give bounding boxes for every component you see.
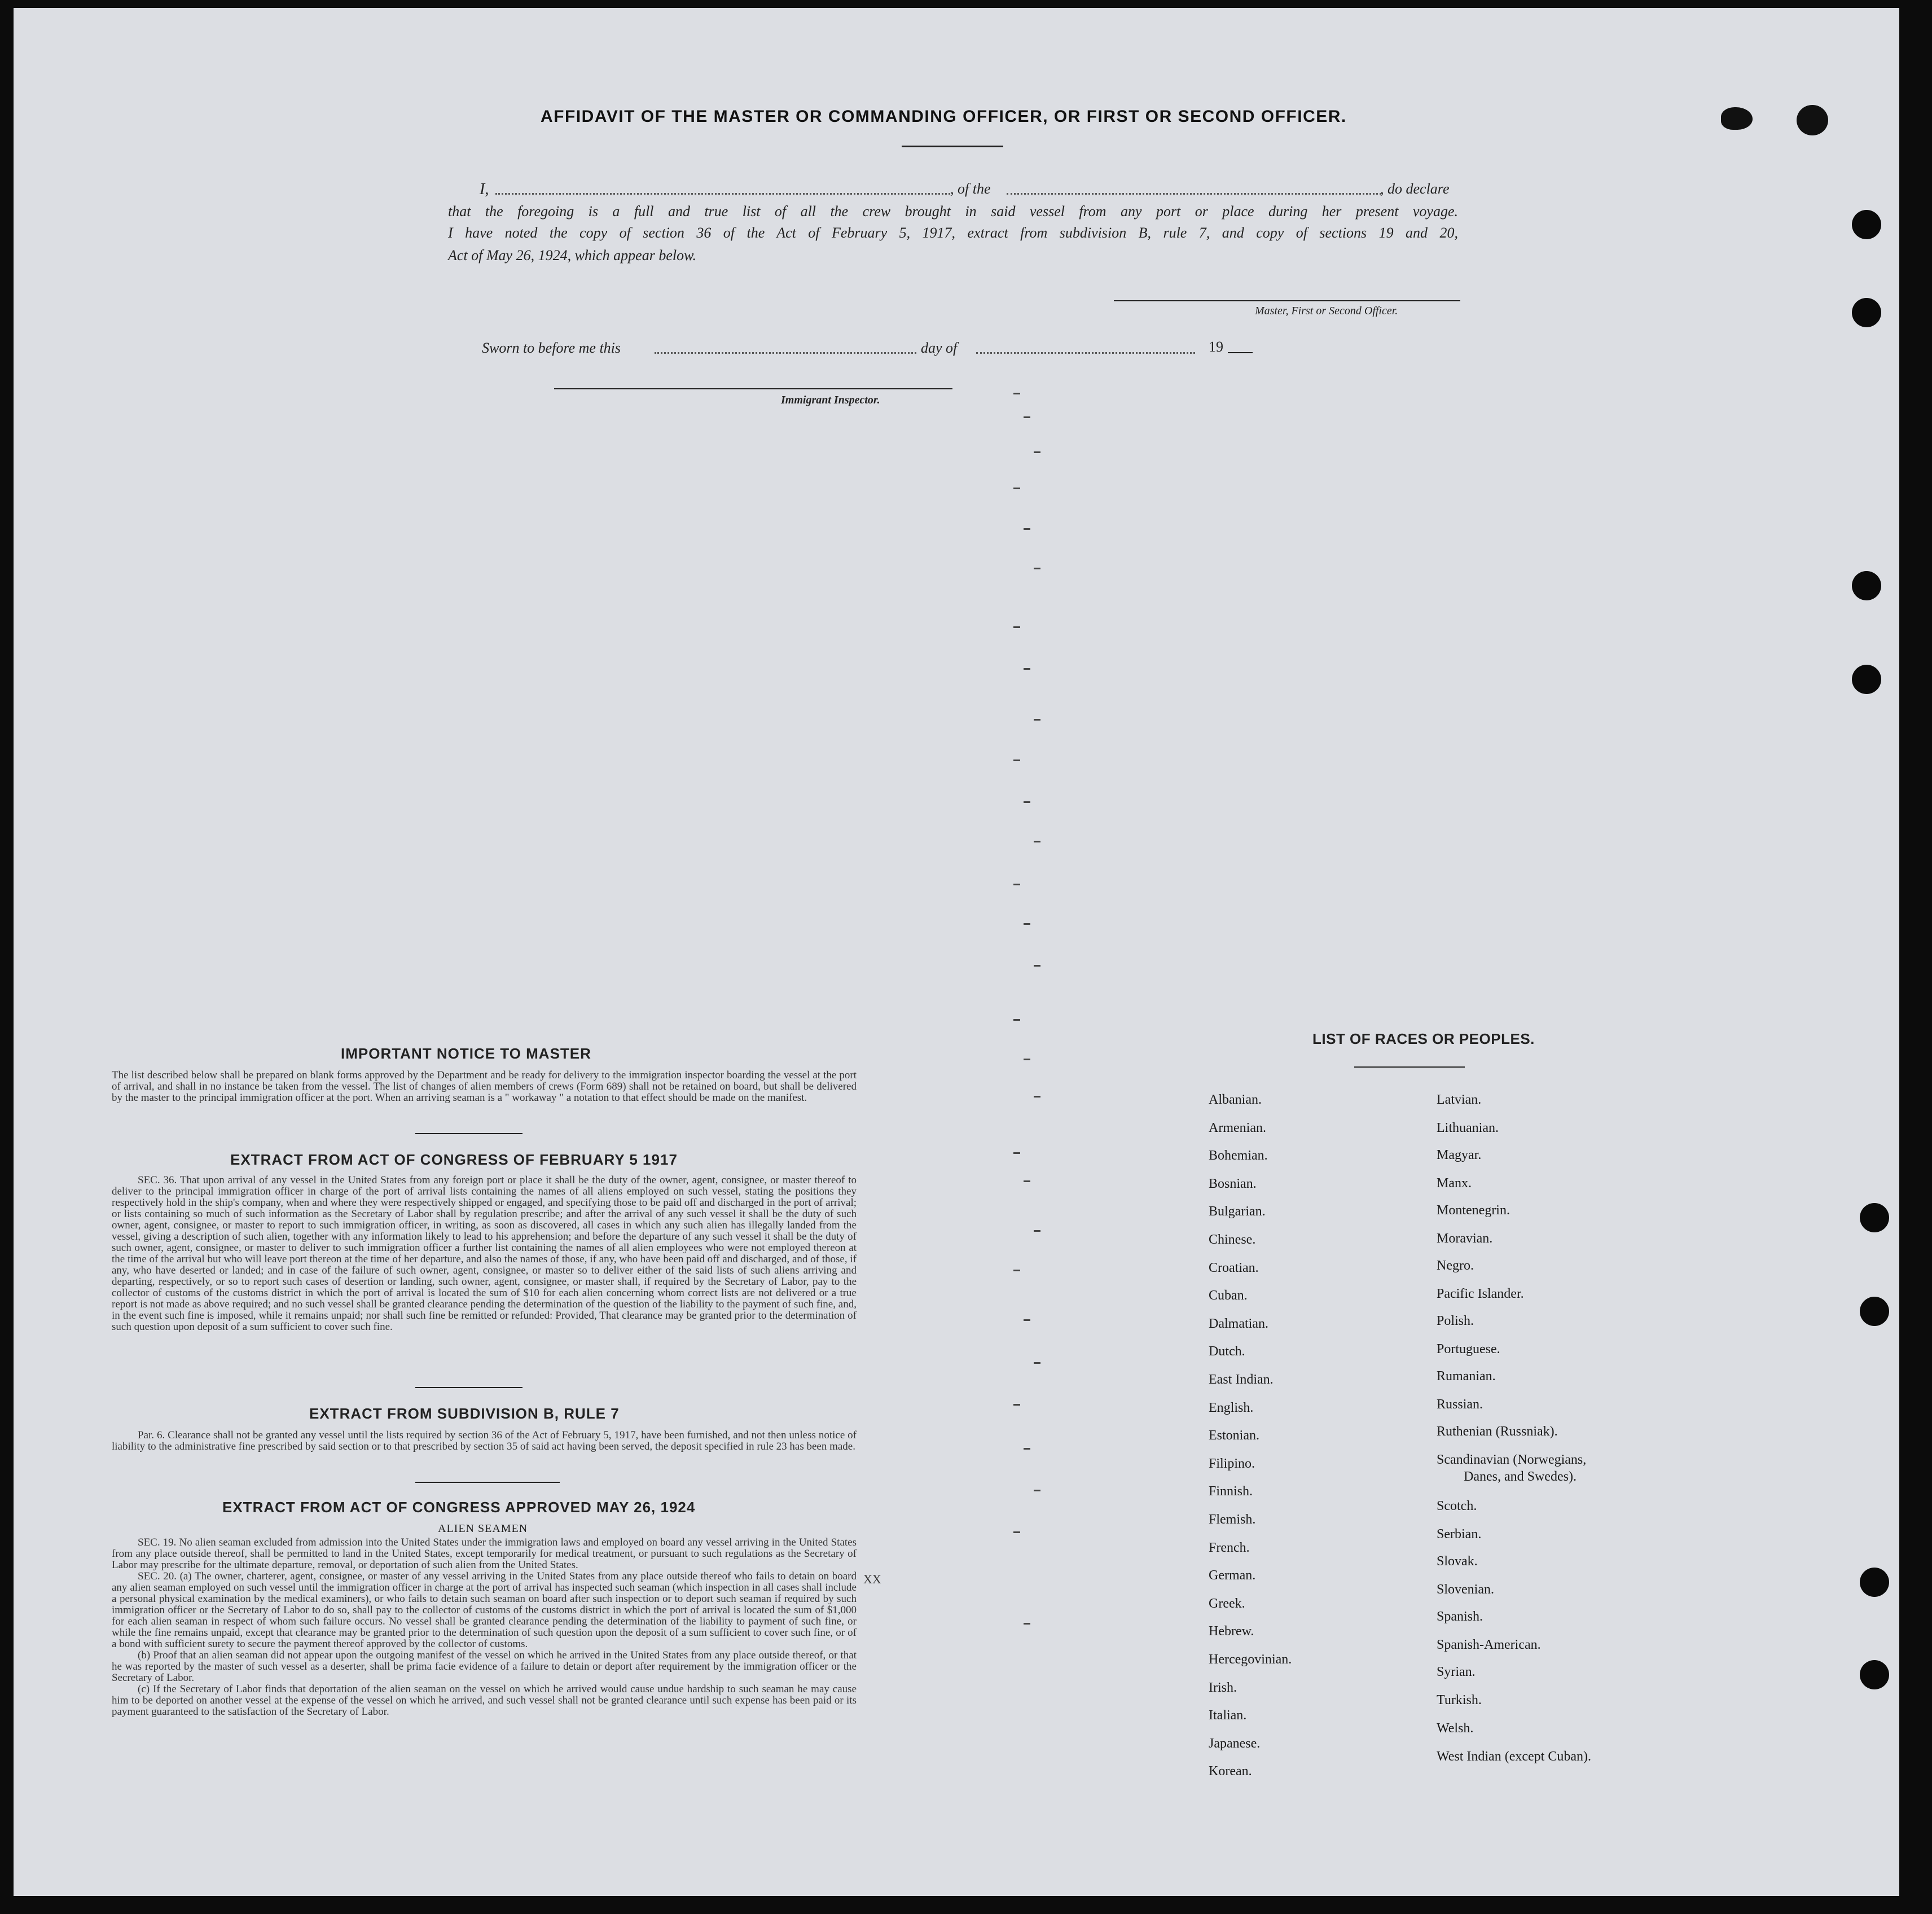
- divider-1: [415, 1133, 522, 1134]
- stray-dash: [1034, 841, 1040, 842]
- race-left-item: Armenian.: [1209, 1120, 1266, 1135]
- sec-36-body: That upon arrival of any vessel in the United States from any foreign port or place it shall be the duty of the owner, agent, consignee, or master thereof to deliver to the principal immigration officer in charge of the port of arrival lists containing the names of all aliens employed on such vessel, stating the positions they respectively hold in the ship's company, when and where they were respectively shipped or engaged, and specifying those to be paid off and discharged in the port of arrival; or lists containing so much of such information as the Secretary of Labor shall by regulation prescribe; and after the arrival of any such vessel it shall be the duty of such owner, agent, consignee, or master to report to such immigration officer, in writing, as soon as discovered, all cases in which any such alien has illegally landed from the vessel, giving a description of such alien, together with any information likely to lead to his apprehension; and before the departure of any such vessel it shall be the duty of such owner, agent, consignee, or master to deliver to such immigration officer a further list containing the names of all alien employees who were not employed thereon at the time of the arrival but who will leave port thereon at the time of her departure, and also the names of those, if any, who have been paid off and discharged, and of those, if any, who have deserted or landed; and in case of the failure of such owner, agent, consignee, or master so to deliver either of the said lists of such aliens arriving and departing, respectively, or so to report such cases of desertion or landing, such owner, agent, consignee, or master shall, if required by the Secretary of Labor, pay to the collector of customs of the customs district in which the port of arrival is located the sum of $10 for each alien concerning whom correct lists are not delivered or a true report is not made as above required; and no such vessel shall be granted clearance pending the determination of the question of the liability to the payment of such fine, and, in the event such fine is imposed, while it remains unpaid; nor shall such fine be remitted or refunded: Provided, That clearance may be granted prior to the determination of such question upon deposit of a sum sufficient to cover such fine.: [112, 1174, 857, 1333]
- race-left-item: Italian.: [1209, 1708, 1247, 1723]
- stray-dash: [1024, 668, 1030, 670]
- sec-20a-body: (a) The owner, charterer, agent, consignee, or master of any vessel arriving in the United States from any place outside thereof who fails to detain on board any alien seaman employed on such vessel until the immigration officer in charge at the port of arrival has inspected such seaman (which inspection in all cases shall include a personal physical examination by the medical examiners), or who fails to detain such seaman on board after such inspection or to deport such seaman if required by such immigration officer or the Secretary of Labor to do so, shall pay to the collector of customs of the customs district in which the port of arrival is located the sum of $1,000 for each alien seaman in respect of whom such failure occurs. No vessel shall be granted clearance pending the determination of the liability to payment of such fine, or while the fine remains unpaid, except that clearance may be granted prior to the determination of such question upon the deposit of a sum sufficient to cover such fine, or of a bond with sufficient surety to secure the payment thereof approved by the collector of customs.: [112, 1570, 857, 1650]
- race-left-item: Cuban.: [1209, 1288, 1248, 1303]
- race-left-item: Albanian.: [1209, 1092, 1262, 1107]
- year-field[interactable]: [1228, 352, 1253, 353]
- race-left-item: Hercegovinian.: [1209, 1652, 1292, 1667]
- rule-7-text: [112, 1430, 857, 1452]
- race-left-item: Hebrew.: [1209, 1624, 1254, 1639]
- race-left-item: Bosnian.: [1209, 1176, 1257, 1191]
- notice-text: The list described below shall be prepared on blank forms approved by the Department and be ready for delivery to the immigration inspector boarding the vessel at the port of arrival, and shall in no instance be taken from the vessel. The list of changes of alien members of crews (Form 689) shall not be retained on board, but shall be delivered by the master to the principal immigration officer at the port. When an arriving seaman is a " workaway " a notation to that effect should be made on the manifest.: [112, 1069, 857, 1104]
- race-right-item: Syrian.: [1437, 1665, 1476, 1679]
- stray-dash: [1024, 801, 1030, 803]
- race-right-item: West Indian (except Cuban).: [1437, 1749, 1591, 1764]
- binder-hole-6: [1860, 1297, 1889, 1326]
- stray-dash: [1034, 965, 1040, 967]
- race-right-item: Serbian.: [1437, 1527, 1482, 1542]
- year-label: 19: [1209, 339, 1223, 355]
- race-left-item: Bohemian.: [1209, 1148, 1268, 1164]
- stray-dash: [1013, 393, 1020, 394]
- stray-dash: [1034, 568, 1040, 569]
- race-right-item: Turkish.: [1437, 1693, 1482, 1707]
- master-signature-line[interactable]: [1114, 300, 1460, 301]
- race-right-item: Russian.: [1437, 1397, 1483, 1412]
- stray-dash: [1024, 1319, 1030, 1321]
- race-left-item: Estonian.: [1209, 1428, 1259, 1443]
- sec-36-label: SEC. 36.: [138, 1174, 177, 1186]
- binder-hole-5: [1860, 1203, 1889, 1232]
- rule-7-title: EXTRACT FROM SUBDIVISION B, RULE 7: [309, 1405, 620, 1422]
- race-left-item: Croatian.: [1209, 1260, 1259, 1275]
- binder-hole-7: [1860, 1568, 1889, 1597]
- affidavit-of-the: , of the: [950, 181, 991, 197]
- sec-20-label: SEC. 20.: [138, 1570, 177, 1582]
- race-right-item: Slovak.: [1437, 1554, 1478, 1569]
- inspector-caption: Immigrant Inspector.: [781, 394, 880, 406]
- extract-1924-title: EXTRACT FROM ACT OF CONGRESS APPROVED MAY 26, 1924: [222, 1499, 696, 1516]
- inspector-signature-line[interactable]: [554, 388, 952, 389]
- race-left-item: Dutch.: [1209, 1344, 1245, 1359]
- race-right-item: Lithuanian.: [1437, 1121, 1499, 1135]
- affidavit-i-label: I,: [480, 181, 489, 198]
- stray-dash: [1013, 884, 1020, 885]
- affidavit-line-2: that the foregoing is a full and true list of all the crew brought in said vessel from any port or place during her present voyage.: [448, 203, 1458, 220]
- binder-hole-2: [1852, 298, 1881, 327]
- affidavit-line-4: Act of May 26, 1924, which appear below.: [448, 247, 697, 264]
- stray-dash: [1034, 1362, 1040, 1364]
- stray-dash: [1013, 1152, 1020, 1154]
- divider-2: [415, 1387, 522, 1388]
- stray-dash: [1013, 626, 1020, 628]
- stray-dash: [1034, 719, 1040, 721]
- vessel-field[interactable]: [1007, 193, 1381, 195]
- race-left-item: Flemish.: [1209, 1512, 1256, 1527]
- stray-dash: [1024, 528, 1030, 530]
- race-right-item: Spanish.: [1437, 1609, 1483, 1624]
- binder-hole-4: [1852, 665, 1881, 694]
- race-right-item: Spanish-American.: [1437, 1638, 1541, 1652]
- sec-20a-paragraph: [112, 1571, 857, 1650]
- race-right-item: Polish.: [1437, 1314, 1474, 1328]
- race-right-item: Pacific Islander.: [1437, 1287, 1524, 1301]
- sec-19-paragraph: [112, 1537, 857, 1571]
- race-left-item: Dalmatian.: [1209, 1316, 1268, 1331]
- race-right-item: Welsh.: [1437, 1721, 1474, 1736]
- race-left-item: Greek.: [1209, 1596, 1245, 1611]
- stray-dash: [1024, 1448, 1030, 1450]
- race-left-item: French.: [1209, 1540, 1250, 1555]
- divider-3: [415, 1482, 560, 1483]
- stray-dash: [1024, 1623, 1030, 1625]
- day-of-label: day of: [921, 340, 958, 356]
- stray-dash: [1024, 1059, 1030, 1060]
- sec-19-body: No alien seaman excluded from admission into the United States under the immigration laws and employed on board any vessel arriving in the United States from any place outside thereof, shall be permitted to land in the United States, except temporarily for medical treatment, or pursuant to such regulations as the Secretary of Labor may prescribe for the ultimate departure, removal, or deportation of such alien from the United States.: [112, 1537, 857, 1571]
- affidavit-title: AFFIDAVIT OF THE MASTER OR COMMANDING OFFICER, OR FIRST OR SECOND OFFICER.: [541, 107, 1347, 126]
- race-left-item: Filipino.: [1209, 1456, 1255, 1471]
- race-right-item: Negro.: [1437, 1258, 1474, 1273]
- ink-blot-left: [1721, 107, 1753, 130]
- extract-1924-text: [112, 1537, 857, 1718]
- sworn-day-field[interactable]: [655, 352, 916, 354]
- race-left-item: English.: [1209, 1400, 1254, 1415]
- extract-1917-title: EXTRACT FROM ACT OF CONGRESS OF FEBRUARY 5 1917: [230, 1151, 678, 1168]
- race-right-item: Montenegrin.: [1437, 1203, 1510, 1218]
- stray-dash: [1034, 1490, 1040, 1491]
- stray-dash: [1034, 451, 1040, 453]
- race-right-item: Danes, and Swedes).: [1464, 1469, 1577, 1484]
- master-signature-caption: Master, First or Second Officer.: [1255, 305, 1398, 317]
- stray-dash: [1034, 1096, 1040, 1098]
- race-left-item: Bulgarian.: [1209, 1204, 1266, 1219]
- race-left-item: German.: [1209, 1568, 1256, 1583]
- stray-dash: [1013, 1270, 1020, 1271]
- stray-dash: [1013, 1404, 1020, 1406]
- stray-dash: [1013, 1019, 1020, 1021]
- stray-dash: [1024, 923, 1030, 925]
- race-right-item: Scandinavian (Norwegians,: [1437, 1452, 1587, 1467]
- race-left-item: Korean.: [1209, 1764, 1252, 1779]
- stray-dash: [1024, 1180, 1030, 1182]
- stray-dash: [1013, 488, 1020, 489]
- stray-dash: [1024, 416, 1030, 418]
- race-left-item: Chinese.: [1209, 1232, 1256, 1247]
- race-right-item: Rumanian.: [1437, 1369, 1496, 1384]
- sec-20c-paragraph: (c) If the Secretary of Labor finds that deportation of the alien seaman on the vessel on which he arrived would cause undue hardship to such seaman he may cause him to be deported on another vessel at the expense of the vessel on which he arrived, and such vessel shall not be granted clearance until such expense has been paid or its payment guaranteed to the satisfaction of the Secretary of Labor.: [112, 1683, 857, 1718]
- race-right-item: Ruthenian (Russniak).: [1437, 1424, 1558, 1439]
- ink-blot-right: [1797, 105, 1828, 135]
- stray-dash: [1013, 1531, 1020, 1533]
- title-underline: [902, 146, 1003, 147]
- race-left-item: Irish.: [1209, 1680, 1237, 1695]
- alien-seamen-subtitle: ALIEN SEAMEN: [438, 1522, 528, 1535]
- stray-xx-mark: XX: [863, 1572, 881, 1586]
- sec-20b-paragraph: (b) Proof that an alien seaman did not appear upon the outgoing manifest of the vessel on which he arrived in the United States from any place outside thereof, or that he was reported by the master of such vessel as a deserter, shall be prima facie evidence of a failure to detain or deport after requirement by the immigration officer or the Secretary of Labor.: [112, 1649, 857, 1684]
- par-6-label: Par. 6.: [138, 1429, 165, 1441]
- sworn-label: Sworn to before me this: [482, 340, 621, 356]
- race-right-item: Portuguese.: [1437, 1342, 1500, 1357]
- race-right-item: Magyar.: [1437, 1148, 1482, 1162]
- races-title: LIST OF RACES OR PEOPLES.: [1312, 1030, 1535, 1047]
- sec-19-label: SEC. 19.: [138, 1537, 177, 1548]
- race-right-item: Moravian.: [1437, 1231, 1493, 1246]
- race-right-item: Scotch.: [1437, 1499, 1477, 1513]
- race-left-item: Finnish.: [1209, 1484, 1253, 1499]
- binder-hole-3: [1852, 571, 1881, 600]
- stray-dash: [1013, 760, 1020, 761]
- race-left-item: Japanese.: [1209, 1736, 1261, 1751]
- binder-hole-8: [1860, 1660, 1889, 1689]
- stray-dash: [1034, 1230, 1040, 1232]
- extract-1917-text: [112, 1175, 857, 1333]
- race-right-item: Manx.: [1437, 1176, 1472, 1191]
- races-underline: [1354, 1066, 1465, 1068]
- notice-title: IMPORTANT NOTICE TO MASTER: [341, 1045, 591, 1062]
- race-right-item: Latvian.: [1437, 1092, 1482, 1107]
- sworn-month-field[interactable]: [976, 352, 1195, 354]
- name-field[interactable]: [495, 193, 950, 195]
- par-6-body: Clearance shall not be granted any vessel until the lists required by section 36 of the Act of February 5, 1917, have been furnished, and not then unless notice of liability to the administrative fine prescribed by said section or to that prescribed by section 35 of said act having been served, the deposit specified in rule 23 has been made.: [112, 1429, 857, 1452]
- race-right-item: Slovenian.: [1437, 1582, 1494, 1597]
- affidavit-do-declare: , do declare: [1380, 181, 1450, 197]
- binder-hole-1: [1852, 210, 1881, 239]
- race-left-item: East Indian.: [1209, 1372, 1274, 1387]
- affidavit-line-3: I have noted the copy of section 36 of the Act of February 5, 1917, extract from subdivision B, rule 7, and copy of sections 19 and 20,: [448, 225, 1458, 241]
